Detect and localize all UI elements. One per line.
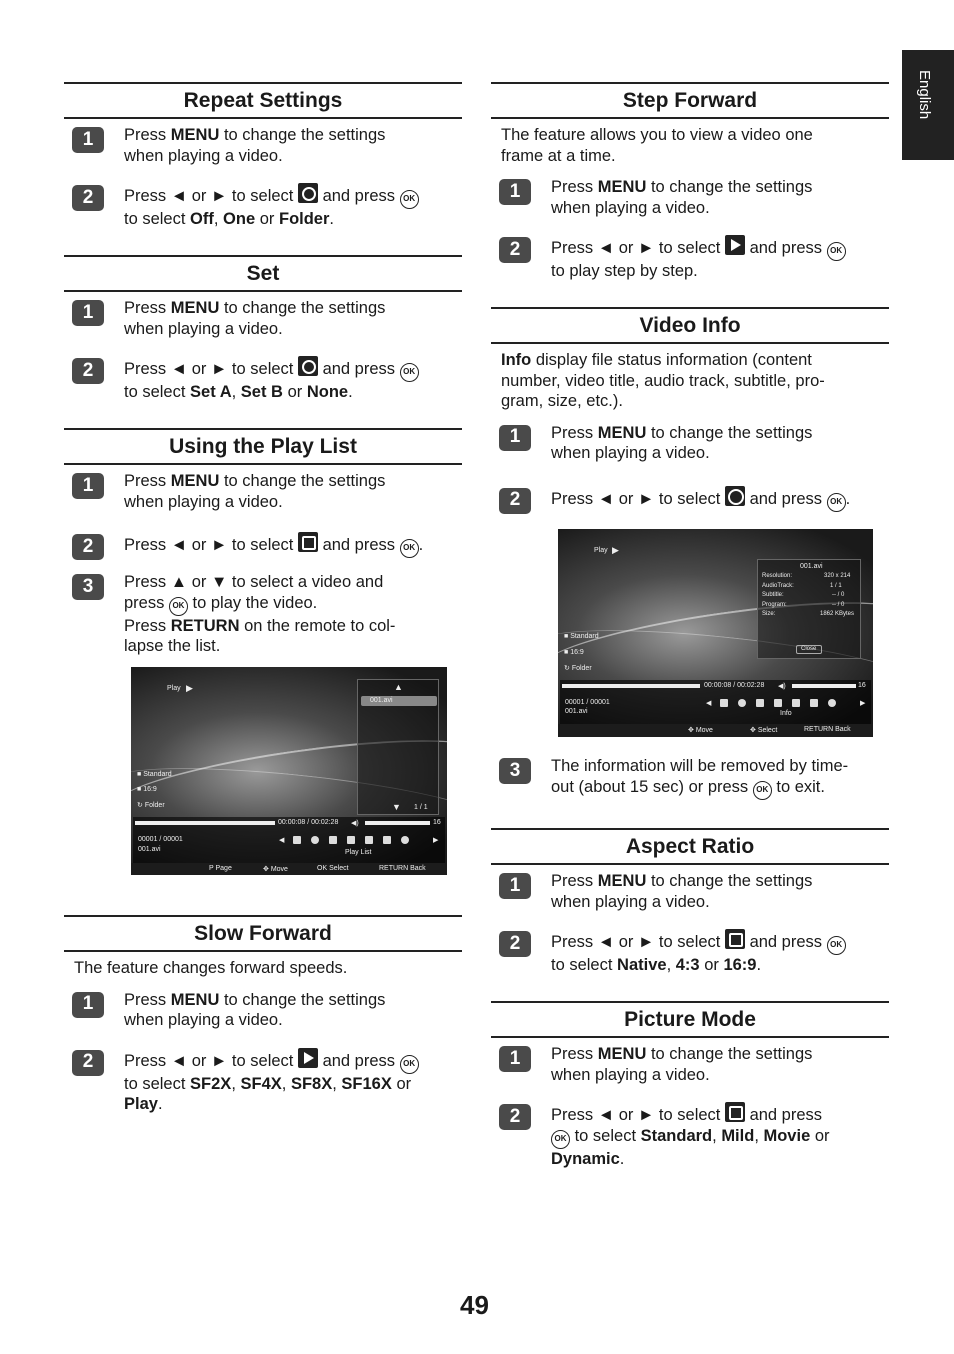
ok-icon: OK <box>400 363 419 382</box>
volume-icon: ◀) <box>778 683 786 690</box>
mode-aspect: ■ 16:9 <box>137 786 157 793</box>
ok-icon: OK <box>827 936 846 955</box>
ok-icon: OK <box>827 242 846 261</box>
section-title: Step Forward <box>622 88 758 112</box>
step-3: 3 The information will be removed by time- out (about 15 sec) or press OK to exit. <box>491 756 889 800</box>
ok-icon: OK <box>169 597 188 616</box>
next-icon: ▶ <box>433 837 439 844</box>
section-picture <box>491 1001 889 1169</box>
step-1: 1 Press MENU to change the settings when playing a video. <box>64 471 462 512</box>
step-2: 2 Press ◄ or ► to select and press OK to select Set A, Set B or None. <box>64 356 462 403</box>
playlist-screenshot: Play ▶ ▲ 001.avi ▼ 1 / 1 ■ Standard ■ 16:9 ↻ Folder 00:00:08 / 00:02:28 ◀) 16 00001 / 00001 001.avi Play List ◀ ▶ P Page ✥ Move OK Select RETURN Back <box>131 667 447 875</box>
next-icon: ▶ <box>860 700 866 707</box>
prev-icon: ◀ <box>706 700 712 707</box>
mode-aspect: ■ 16:9 <box>564 649 584 656</box>
step-2: 2 Press ◄ or ► to select and press OK . <box>64 532 462 558</box>
intro-text: The feature allows you to view a video one frame at a time. <box>501 126 813 165</box>
step-1: 1 Press MENU to change the settings when playing a video. <box>491 871 889 912</box>
info-button[interactable] <box>311 836 319 844</box>
step-forward-icon <box>725 235 745 255</box>
ok-icon: OK <box>400 539 419 558</box>
section-repeat <box>64 82 462 230</box>
section-title: Video Info <box>639 313 741 337</box>
ok-icon: OK <box>400 1055 419 1074</box>
volume-icon: ◀) <box>351 820 359 827</box>
aspect-button[interactable] <box>792 699 800 707</box>
progress-bar[interactable] <box>135 821 275 825</box>
repeat-icon <box>298 183 318 203</box>
slow-button[interactable] <box>329 836 337 844</box>
picture-mode-icon <box>725 1102 745 1122</box>
step-button[interactable] <box>774 699 782 707</box>
playlist-item[interactable]: 001.avi <box>361 696 437 706</box>
section-title: Set <box>246 261 280 285</box>
scroll-down-icon: ▼ <box>392 802 401 812</box>
section-slow <box>64 915 462 1115</box>
step-2: 2 Press ◄ or ► to select and press OK to select SF2X, SF4X, SF8X, SF16X or Play. <box>64 1048 462 1115</box>
info-screenshot: Play ▶ 001.avi Resolution: 320 x 214 AudioTrack: 1 / 1 Subtitle: -- / 0 Program: -- / 0 Size: 1862 KBytes Close ■ Standard ■ 16:9 ↻ Folder 00:00:08 / 00:02:28 ◀) 16 00001 / 00001 001.avi Info ◀ ▶ ✥ Move ✥ Select RETURN Back <box>558 529 873 737</box>
step-1: 1 Press MENU to change the settings when playing a video. <box>491 177 889 218</box>
step-1: 1 Press MENU to change the settings when playing a video. <box>491 423 889 464</box>
set-button[interactable] <box>828 699 836 707</box>
aspect-ratio-icon <box>725 929 745 949</box>
ok-icon: OK <box>400 190 419 209</box>
set-icon <box>298 356 318 376</box>
mode-standard: ■ Standard <box>564 633 599 640</box>
playlist-button[interactable] <box>720 699 728 707</box>
section-title: Using the Play List <box>169 434 357 458</box>
playlist-icon <box>298 532 318 552</box>
step-2: 2 Press ◄ or ► to select and press OK to select Standard, Mild, Movie or Dynamic. <box>491 1102 889 1169</box>
step-2: 2 Press ◄ or ► to select and press OK to select Off, One or Folder. <box>64 183 462 230</box>
volume-bar[interactable] <box>792 684 856 688</box>
intro-text: The feature changes forward speeds. <box>74 959 348 977</box>
footer-bar: ✥ Move ✥ Select RETURN Back <box>558 724 873 737</box>
section-playlist <box>64 428 462 657</box>
step-1: 1 Press MENU to change the settings when playing a video. <box>64 990 462 1031</box>
footer-bar: P Page ✥ Move OK Select RETURN Back <box>131 863 447 875</box>
step-1: 1 Press MENU to change the settings when playing a video. <box>64 298 462 339</box>
control-bar: 00:00:08 / 00:02:28 ◀) 16 00001 / 00001 001.avi Play List ◀ ▶ <box>133 817 445 863</box>
step-2: 2 Press ◄ or ► to select and press OK . <box>491 486 889 512</box>
prev-icon: ◀ <box>279 837 285 844</box>
volume-bar[interactable] <box>365 821 430 825</box>
playlist-panel: ▲ 001.avi ▼ 1 / 1 <box>357 679 439 815</box>
info-button[interactable] <box>738 699 746 707</box>
info-icon <box>725 486 745 506</box>
mode-standard: ■ Standard <box>137 771 172 778</box>
step-1: 1 Press MENU to change the settings when playing a video. <box>64 125 462 166</box>
step-button[interactable] <box>347 836 355 844</box>
section-aspect <box>491 828 889 976</box>
section-title: Repeat Settings <box>183 88 343 112</box>
slow-button[interactable] <box>756 699 764 707</box>
playlist-button[interactable] <box>293 836 301 844</box>
section-set <box>64 255 462 403</box>
step-3: 3 Press ▲ or ▼ to select a video and press OK to play the video. Press RETURN on the remote to col- lapse the list. <box>64 572 462 657</box>
picture-button[interactable] <box>810 699 818 707</box>
language-tab: English <box>902 50 954 160</box>
section-step <box>491 82 889 282</box>
play-icon: ▶ <box>186 683 193 693</box>
mode-folder: ↻ Folder <box>564 665 592 672</box>
section-title: Picture Mode <box>624 1007 756 1031</box>
set-button[interactable] <box>401 836 409 844</box>
slow-forward-icon <box>298 1048 318 1068</box>
scroll-up-icon: ▲ <box>394 682 403 692</box>
step-2: 2 Press ◄ or ► to select and press OK to select Native, 4:3 or 16:9. <box>491 929 889 976</box>
ok-icon: OK <box>753 781 772 800</box>
step-2: 2 Press ◄ or ► to select and press OK to play step by step. <box>491 235 889 282</box>
info-panel: 001.avi Resolution: 320 x 214 AudioTrack: 1 / 1 Subtitle: -- / 0 Program: -- / 0 Size: 1862 KBytes Close <box>757 559 861 659</box>
control-bar: 00:00:08 / 00:02:28 ◀) 16 00001 / 00001 001.avi Info ◀ ▶ <box>560 680 871 724</box>
step-1: 1 Press MENU to change the settings when playing a video. <box>491 1044 889 1085</box>
info-step-3-wrap <box>491 756 889 800</box>
aspect-button[interactable] <box>365 836 373 844</box>
page-number: 49 <box>460 1290 489 1320</box>
section-title: Slow Forward <box>194 921 332 945</box>
picture-button[interactable] <box>383 836 391 844</box>
play-icon: ▶ <box>612 545 619 555</box>
mode-folder: ↻ Folder <box>137 802 165 809</box>
ok-icon: OK <box>551 1130 570 1149</box>
section-title: Aspect Ratio <box>625 834 755 858</box>
ok-icon: OK <box>827 493 846 512</box>
section-info <box>491 307 889 512</box>
progress-bar[interactable] <box>562 684 700 688</box>
close-button[interactable]: Close <box>796 645 822 654</box>
intro-text: Info display file status information (content number, video title, audio track, subtitle, pro- gram, size, etc.). <box>501 351 825 410</box>
